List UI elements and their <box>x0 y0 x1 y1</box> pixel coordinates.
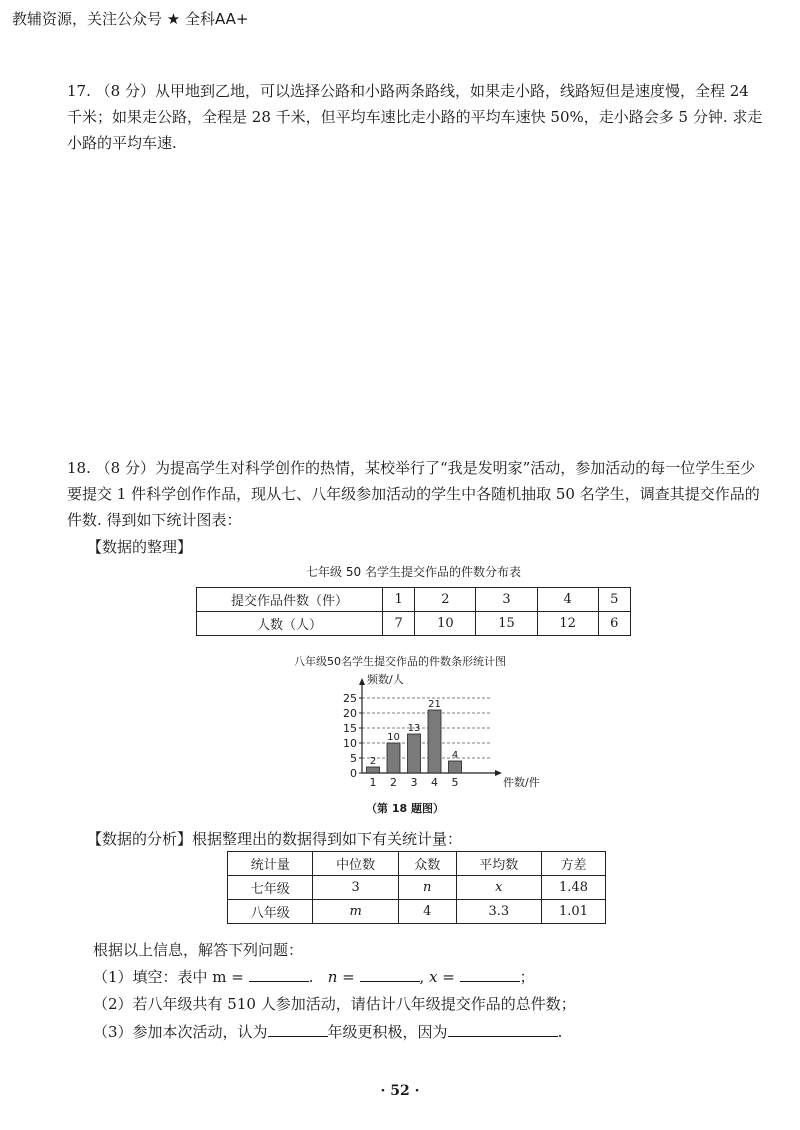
sub1-prefix: （1）填空：表中 m = <box>93 968 244 986</box>
chart-caption: 八年级50名学生提交作品的件数条形统计图 <box>294 655 506 668</box>
chart-bar <box>449 761 462 773</box>
chart-bar <box>408 734 421 773</box>
table-cell: 3 <box>476 588 537 612</box>
answer-blank-m[interactable] <box>249 965 309 982</box>
statistics-table <box>227 851 606 924</box>
grade8-bar-chart <box>330 668 540 798</box>
sub1-end: ； <box>519 968 535 986</box>
table-cell: 5 <box>598 588 630 612</box>
section-data-organization: 【数据的整理】 <box>87 538 193 556</box>
table-row <box>197 612 631 636</box>
table-header-cell: 方差 <box>542 852 606 876</box>
table-cell: 2 <box>415 588 476 612</box>
table1-row-label-people: 人数（人） <box>197 612 383 636</box>
chart-x-tick-label: 4 <box>431 776 438 789</box>
chart-x-axis-arrow <box>495 770 502 776</box>
page-number: · 52 · <box>380 1083 420 1099</box>
sub3-end: . <box>557 1023 563 1041</box>
sub1-sep: . <box>308 968 314 986</box>
answer-blank-grade[interactable] <box>268 1020 328 1037</box>
question-17 <box>67 78 767 156</box>
chart-data-label: 21 <box>428 699 441 710</box>
section-analysis-label: 【数据的分析】 <box>87 830 193 848</box>
table-cell: 4 <box>537 588 598 612</box>
chart-y-tick-label: 0 <box>350 767 357 780</box>
chart-x-tick-label: 5 <box>451 776 459 789</box>
chart-y-tick-label: 20 <box>343 707 357 720</box>
sub-question-3 <box>93 1019 562 1046</box>
chart-y-axis-label: 频数/人 <box>367 673 404 686</box>
table-row <box>228 876 606 900</box>
table-header-cell: 中位数 <box>313 852 398 876</box>
question-18-number: 18. <box>67 459 91 477</box>
table-row <box>228 852 606 876</box>
table1-caption: 七年级 50 名学生提交作品的件数分布表 <box>306 565 521 579</box>
figure-label: （第 18 题图） <box>366 802 444 815</box>
answer-blank-reason[interactable] <box>448 1020 558 1037</box>
table-cell: 15 <box>476 612 537 636</box>
question-18-prompt: 根据以上信息，解答下列问题： <box>93 941 304 959</box>
chart-y-tick-label: 5 <box>350 752 357 765</box>
sub3-prefix: （3）参加本次活动，认为 <box>93 1023 268 1041</box>
chart-x-tick-label: 3 <box>410 776 418 789</box>
table-cell: 1 <box>383 588 415 612</box>
table-cell: x <box>456 876 541 900</box>
table-cell: 12 <box>537 612 598 636</box>
sub3-middle: 年级更积极，因为 <box>327 1023 448 1041</box>
header-note: 教辅资源，关注公众号 ★ 全科AA+ <box>12 10 249 28</box>
table-cell: 3.3 <box>456 900 541 924</box>
question-18-intro: （8 分）为提高学生对科学创作的热情，某校举行了“我是发明家”活动，参加活动的每一位学生至少要提交 1 件科学创作作品，现从七、八年级参加活动的学生中各随机抽取 50 名学生，调查其提交作品的件数. 得到如下统计图表： <box>67 459 760 529</box>
table-cell: 1.48 <box>542 876 606 900</box>
chart-bar <box>387 743 400 773</box>
table-row <box>228 900 606 924</box>
table-cell: n <box>398 876 456 900</box>
table-header-cell: 众数 <box>398 852 456 876</box>
table-cell: 6 <box>598 612 630 636</box>
table-cell: 1.01 <box>542 900 606 924</box>
table-cell: 7 <box>383 612 415 636</box>
question-17-text: （8 分）从甲地到乙地，可以选择公路和小路两条路线，如果走小路，线路短但是速度慢，全程 24 千米；如果走公路，全程是 28 千米，但平均车速比走小路的平均车速快 50%，走小路会多 5 分钟. 求走小路的平均车速. <box>67 82 763 152</box>
sub1-x-label: x = <box>429 968 455 986</box>
chart-y-tick-label: 25 <box>343 692 357 705</box>
answer-blank-n[interactable] <box>360 965 420 982</box>
chart-y-axis-arrow <box>359 678 365 685</box>
sub-question-2: （2）若八年级共有 510 人参加活动，请估计八年级提交作品的总件数； <box>93 995 576 1013</box>
table-cell: 4 <box>398 900 456 924</box>
analysis-text: 根据整理出的数据得到如下有关统计量： <box>192 830 463 848</box>
sub1-n-label: n = <box>327 968 355 986</box>
question-17-number: 17. <box>67 82 91 100</box>
chart-bar <box>367 767 380 773</box>
chart-x-tick-label: 1 <box>369 776 377 789</box>
chart-data-label: 2 <box>369 756 377 767</box>
table-cell: 10 <box>415 612 476 636</box>
table-row <box>197 588 631 612</box>
table-cell: 3 <box>313 876 398 900</box>
chart-x-axis-label: 件数/件 <box>503 776 540 789</box>
chart-gridlines <box>362 698 490 758</box>
grade7-distribution-table <box>196 587 631 636</box>
chart-y-tick-label: 10 <box>343 737 357 750</box>
sub-question-1: （1）填空：表中 m = . n = , x = ； <box>93 964 535 991</box>
chart-data-label: 4 <box>451 750 459 761</box>
table-cell: 八年级 <box>228 900 313 924</box>
table-header-cell: 统计量 <box>228 852 313 876</box>
question-18 <box>67 455 767 533</box>
chart-bars <box>367 710 462 773</box>
table-header-cell: 平均数 <box>456 852 541 876</box>
table-cell: m <box>313 900 398 924</box>
chart-data-label: 10 <box>387 732 400 743</box>
chart-data-label: 13 <box>407 723 421 734</box>
answer-blank-x[interactable] <box>460 965 520 982</box>
table-cell: 七年级 <box>228 876 313 900</box>
chart-x-tick-label: 2 <box>390 776 397 789</box>
table1-row-label-count: 提交作品件数（件） <box>197 588 383 612</box>
chart-y-tick-label: 15 <box>343 722 357 735</box>
chart-bar <box>428 710 441 773</box>
section-data-analysis <box>87 828 462 849</box>
